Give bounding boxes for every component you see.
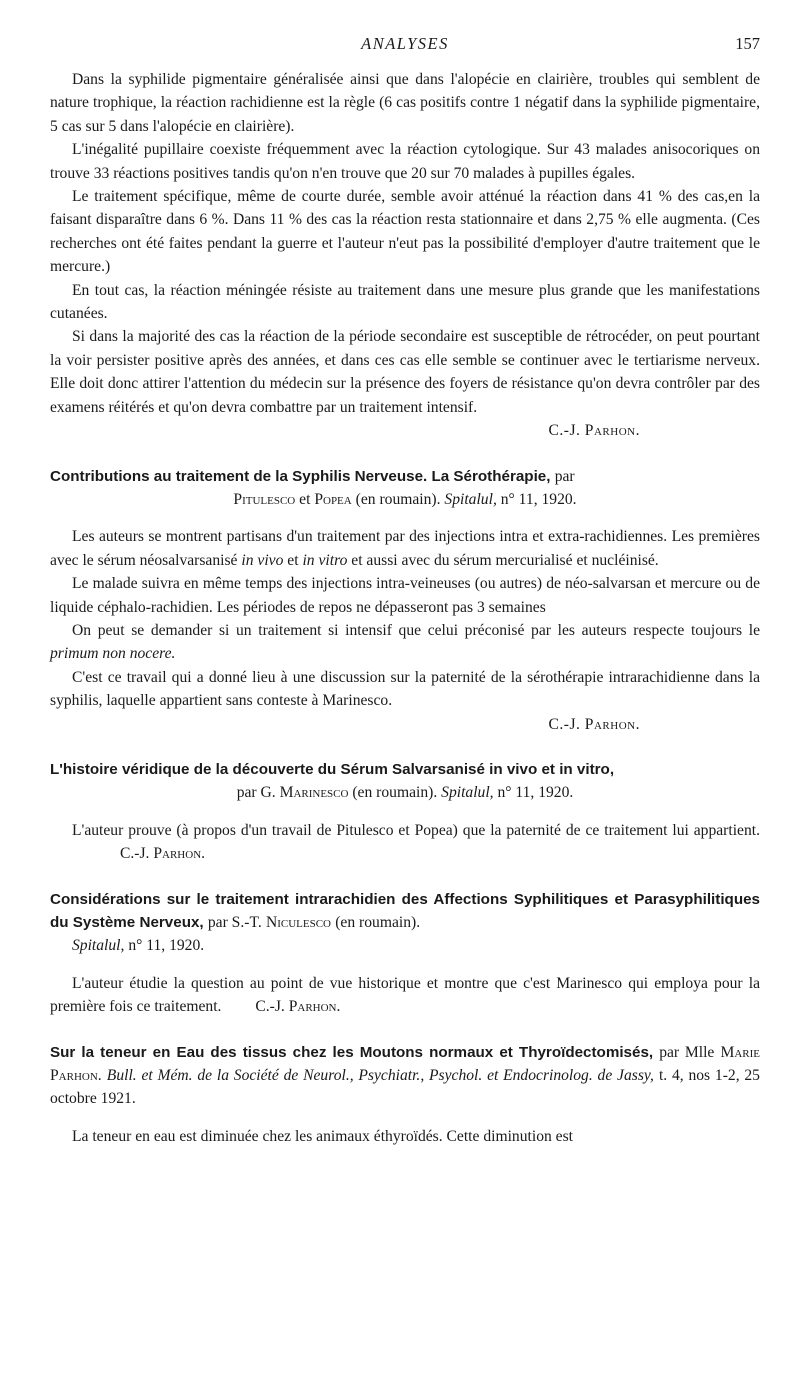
paragraph — [50, 619, 760, 666]
by-word: par G. — [236, 784, 276, 802]
journal-name: Spitalul, — [441, 784, 494, 802]
spacer — [50, 1111, 760, 1125]
review-true-history — [50, 758, 760, 866]
title-text: Considérations sur le traitement intrarachidien des Affections Syphilitiques et Parasyphilitiques du Système Nerveux, — [50, 890, 760, 931]
paragraph — [50, 525, 760, 572]
latin-term: in vivo — [241, 551, 284, 569]
paragraph: Dans la syphilide pigmentaire généralisée ainsi que dans l'alopécie en clairière, troubles qui semblent de nature trophique, la réaction rachidienne est la règle (6 cas positifs contre 1 négatif dans la syphilide pigmentaire, 5 cas sur 5 dans l'alopécie en clairière). — [50, 71, 760, 135]
by-word: par S.-T. — [207, 914, 262, 931]
by-word: par — [554, 467, 575, 485]
paragraph: En tout cas, la réaction méningée résiste au traitement dans une mesure plus grande que les manifestations cutanées. — [50, 281, 760, 323]
title-text: Sur la teneur en Eau des tissus chez les Moutons normaux et Thyroïdectomisés, — [50, 1043, 654, 1061]
text-run: et — [287, 551, 299, 569]
article-citation — [50, 781, 760, 804]
text-run: On peut se demander si un traitement si intensif que celui préconisé par les auteurs respecte toujours le — [72, 621, 760, 639]
author-name: Pitulesco — [233, 490, 296, 508]
author-name: Popea — [314, 490, 352, 508]
latin-term: in vitro — [302, 551, 348, 569]
article-title — [50, 465, 760, 488]
review-cytology-continued — [50, 68, 760, 443]
article-citation — [50, 488, 760, 511]
reviewer-signature: C.-J. Parhon. — [548, 715, 640, 733]
journal-name: Spitalul, — [444, 490, 497, 508]
page-number: 157 — [735, 34, 760, 53]
journal-name: Spitalul, — [72, 937, 125, 955]
spacer — [50, 805, 760, 819]
article-title: L'histoire véridique de la découverte du Sérum Salvarsanisé in vivo et in vitro, — [50, 760, 615, 778]
spacer — [50, 511, 760, 525]
running-title: ANALYSES — [361, 34, 449, 53]
article-title — [50, 888, 760, 935]
conjunction: et — [299, 490, 311, 508]
review-water-content — [50, 1041, 760, 1149]
spacer — [50, 958, 760, 972]
journal-ref: n° 11, 1920. — [500, 490, 577, 508]
journal-ref: t. 4, nos 1-2, 25 octobre 1921. — [50, 1067, 760, 1108]
journal-ref: n° 11, 1920. — [497, 784, 574, 802]
language-note: (en roumain). — [352, 784, 438, 802]
paragraph — [50, 819, 760, 866]
by-word: par Mlle — [659, 1043, 715, 1061]
journal-ref: n° 11, 1920. — [128, 937, 205, 955]
paragraph: Le traitement spécifique, même de courte durée, semble avoir atténué la réaction dans 41 % des cas,en la faisant disparaître dans 6 %. Dans 11 % des cas la réaction resta stationnaire et dans 2,75 % elle augmenta. (Ces recherches ont été faites pendant la guerre et l'auteur n'eut pas la possibilité d'employer d'autre traitement que le mercure.) — [50, 188, 760, 276]
author-name: Marinesco — [279, 784, 349, 802]
reviewer-signature: C.-J. Parhon. — [120, 845, 206, 863]
page-body — [50, 68, 760, 1148]
review-serotherapy — [50, 465, 760, 736]
article-title — [50, 1041, 760, 1111]
reviewer-signature: C.-J. Parhon. — [548, 422, 640, 440]
paragraph: La teneur en eau est diminuée chez les animaux éthyroïdés. Cette diminution est — [72, 1127, 574, 1145]
author-name: Marie Parhon. — [50, 1043, 760, 1085]
language-note: (en roumain). — [355, 490, 441, 508]
section-gap — [50, 866, 760, 888]
reviewer-signature: C.-J. Parhon. — [255, 998, 341, 1016]
paragraph: Si dans la majorité des cas la réaction de la période secondaire est susceptible de rétrocéder, on peut pourtant la voir persister positive après des années, et dans ces cas elle semble se continuer avec le tertiarisme nerveux. Elle doit donc attirer l'attention du médecin sur la présence des foyers de résistance qu'on devra contrôler par des examens réitérés et qu'on devra combattre par un traitement intensif. — [50, 328, 760, 416]
paragraph: C'est ce travail qui a donné lieu à une discussion sur la paternité de la sérothérapie intrarachidienne dans la syphilis, laquelle appartient sans conteste à Marinesco. — [50, 668, 760, 710]
paragraph: L'inégalité pupillaire coexiste fréquemment avec la réaction cytologique. Sur 43 malades anisocoriques on trouve 33 réactions positives tandis qu'on n'en trouve que 20 sur 70 malades à pupilles égales. — [50, 141, 760, 182]
section-gap — [50, 1019, 760, 1041]
journal-name: Bull. et Mém. de la Société de Neurol., Psychiatr., Psychol. et Endocrinolog. de Jassy, — [106, 1067, 654, 1085]
text-run: L'auteur étudie la question au point de vue historique et montre que c'est Marinesco qui employa pour la première fois ce traitement. — [50, 974, 760, 1016]
page-header — [50, 34, 760, 58]
author-name: Niculesco — [265, 914, 331, 931]
paragraph — [50, 972, 760, 1019]
review-intrathecal-treatment — [50, 888, 760, 1019]
paragraph: Le malade suivra en même temps des injections intra-veineuses (ou autres) de néo-salvarsan et mercure ou de liquide céphalo-rachidien. Les périodes de repos ne dépasseront pas 3 semaines — [50, 575, 760, 616]
latin-term: primum non nocere. — [50, 645, 176, 663]
text-run: Les auteurs se montrent partisans d'un traitement par des injections intra et extra-rachidiennes. Les premières avec le sérum néosalvarsanisé — [50, 528, 760, 569]
text-run: L'auteur prouve (à propos d'un travail de Pitulesco et Popea) que la paternité de ce traitement lui appartient. — [72, 821, 760, 839]
article-citation — [50, 934, 760, 957]
language-note: (en roumain). — [335, 914, 421, 931]
section-gap — [50, 443, 760, 465]
section-gap — [50, 736, 760, 758]
title-text: Contributions au traitement de la Syphilis Nerveuse. La Sérothérapie, — [50, 467, 551, 485]
text-run: et aussi avec du sérum mercurialisé et nucléinisé. — [351, 551, 659, 569]
